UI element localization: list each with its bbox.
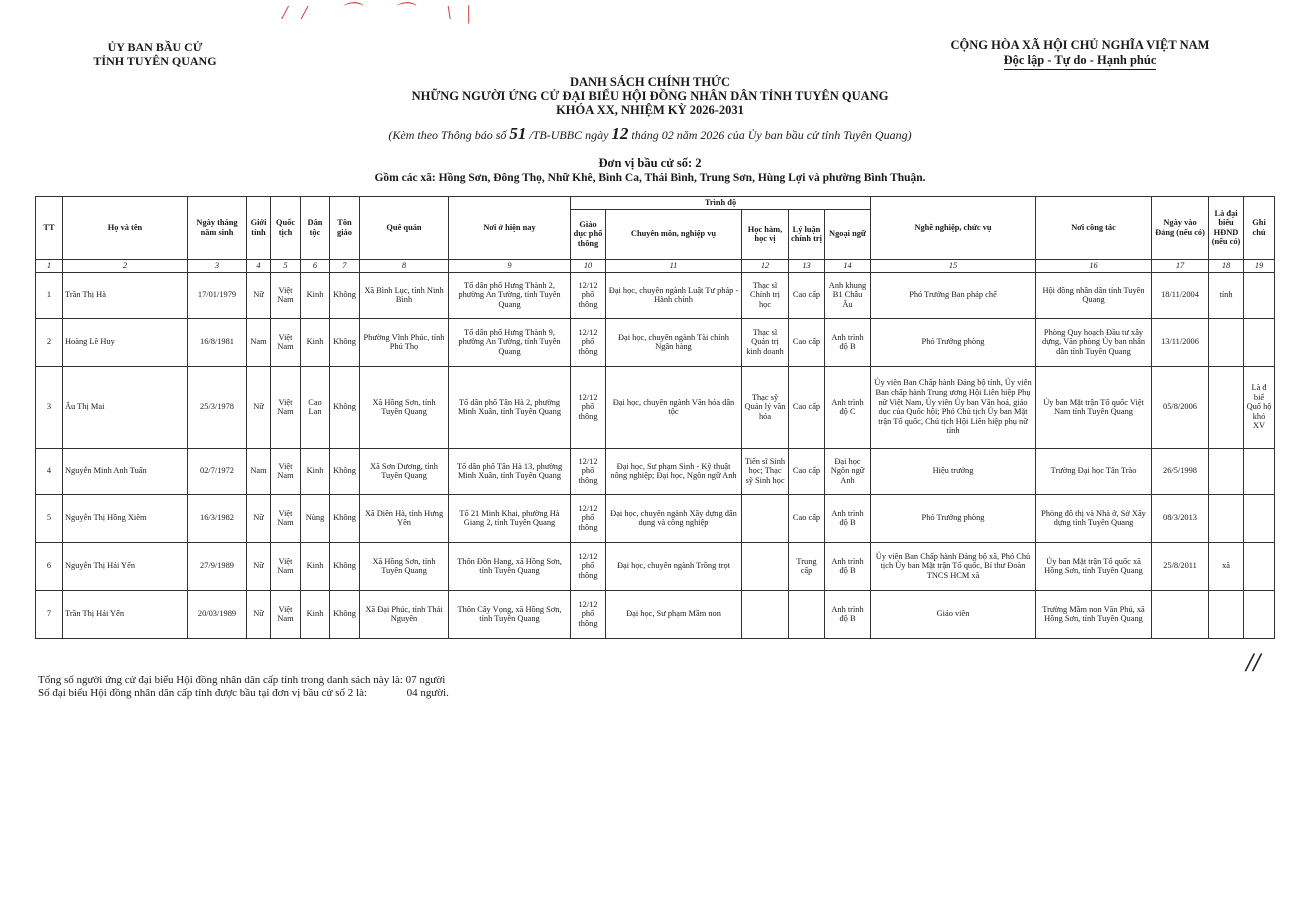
col-party-date: Ngày vào Đảng (nếu có) <box>1152 197 1209 260</box>
cell-religion: Không <box>330 590 360 638</box>
electoral-scope: Gồm các xã: Hồng Sơn, Đông Thọ, Nhữ Khê, Bình Ca, Thái Bình, Trung Sơn, Hùng Lợi và phường Bình Thuận. <box>374 172 926 184</box>
cell-residence: Tổ dân phố Hưng Thành 2, phường An Tường, tỉnh Tuyên Quang <box>449 272 571 318</box>
cell-religion: Không <box>330 272 360 318</box>
cell-tt: 1 <box>36 272 63 318</box>
authority-line-1: ỦY BAN BẦU CỬ <box>107 40 203 54</box>
cell-workplace: Ủy ban Mặt trận Tổ quốc Việt Nam tỉnh Tuyên Quang <box>1036 366 1152 448</box>
col-degree: Học hàm, học vị <box>742 209 789 259</box>
cell-occupation: Ủy viên Ban Chấp hành Đảng bộ tỉnh, Ủy viên Ban chấp hành Trung ương Hội Liên hiệp Phụ nữ Việt Nam, Ủy viên Ủy ban Văn hoá, giáo dục của Quốc hội; Phó Chủ tịch Ủy ban Mặt trận Tổ quốc, Chủ tịch Hội Liên hiệp phụ nữ tỉnh <box>871 366 1036 448</box>
cell-religion: Không <box>330 318 360 366</box>
cell-gender: Nam <box>247 318 271 366</box>
cell-dob: 27/9/1989 <box>188 542 247 590</box>
reference-number: 51 <box>509 124 527 143</box>
cell-general-edu: 12/12 phổ thông <box>571 494 606 542</box>
cell-party-date: 26/5/1998 <box>1152 448 1209 494</box>
cell-hometown: Xã Bình Lục, tỉnh Ninh Bình <box>360 272 449 318</box>
cell-party-date <box>1152 590 1209 638</box>
initials-signature: // <box>1246 648 1261 677</box>
cell-name: Nguyễn Thị Hải Yến <box>63 542 188 590</box>
title-line-3: KHÓA XX, NHIỆM KỲ 2026-2031 <box>556 103 744 117</box>
cell-residence: Thôn Đồn Hang, xã Hồng Sơn, tỉnh Tuyên Quang <box>449 542 571 590</box>
colnum: 10 <box>571 259 606 272</box>
cell-language: Anh trình độ B <box>825 494 871 542</box>
cell-gender: Nữ <box>247 494 271 542</box>
cell-note <box>1244 494 1275 542</box>
cell-name: Trần Thị Hải Yến <box>63 590 188 638</box>
cell-language: Anh trình độ B <box>825 542 871 590</box>
colnum: 9 <box>449 259 571 272</box>
cell-occupation: Phó Trưởng Ban pháp chế <box>871 272 1036 318</box>
cell-name: Nguyễn Minh Anh Tuấn <box>63 448 188 494</box>
cell-politics: Cao cấp <box>789 272 825 318</box>
colnum: 2 <box>63 259 188 272</box>
cell-language: Anh trình độ B <box>825 318 871 366</box>
table-row <box>36 494 1275 542</box>
issuing-authority <box>60 40 250 68</box>
stamp-fragment: // ⌒ ⌒ \| <box>282 2 486 24</box>
cell-hometown: Phường Vĩnh Phúc, tỉnh Phú Thọ <box>360 318 449 366</box>
cell-tt: 7 <box>36 590 63 638</box>
cell-occupation: Giáo viên <box>871 590 1036 638</box>
colnum: 6 <box>301 259 330 272</box>
country-name: CỘNG HÒA XÃ HỘI CHỦ NGHĨA VIỆT NAM <box>950 38 1210 52</box>
cell-ethnicity: Cao Lan <box>301 366 330 448</box>
cell-politics: Cao cấp <box>789 448 825 494</box>
cell-degree: Thạc sĩ Chính trị học <box>742 272 789 318</box>
cell-note <box>1244 318 1275 366</box>
cell-language: Anh khung B1 Châu Âu <box>825 272 871 318</box>
cell-gender: Nữ <box>247 542 271 590</box>
footer-summary <box>38 674 738 700</box>
footer-seats-label: Số đại biểu Hội đồng nhân dân cấp tỉnh được bầu tại đơn vị bầu cử số 2 là: <box>38 687 368 699</box>
cell-nationality: Việt Nam <box>271 318 301 366</box>
col-gender: Giới tính <box>247 197 271 260</box>
col-is-delegate: Là đại biểu HĐND (nếu có) <box>1209 197 1244 260</box>
reference-line <box>300 124 1000 144</box>
colnum: 19 <box>1244 259 1275 272</box>
col-workplace: Nơi công tác <box>1036 197 1152 260</box>
cell-specialty: Đại học, chuyên ngành Trồng trọt <box>606 542 742 590</box>
cell-is-delegate <box>1209 590 1244 638</box>
colnum: 13 <box>789 259 825 272</box>
cell-note <box>1244 542 1275 590</box>
cell-residence: Thôn Cây Vọng, xã Hồng Sơn, tỉnh Tuyên Quang <box>449 590 571 638</box>
colnum: 8 <box>360 259 449 272</box>
cell-politics: Cao cấp <box>789 494 825 542</box>
cell-workplace: Ủy ban Mặt trận Tổ quốc xã Hồng Sơn, tỉnh Tuyên Quang <box>1036 542 1152 590</box>
cell-gender: Nữ <box>247 272 271 318</box>
cell-specialty: Đại học, chuyên ngành Luật Tư pháp - Hành chính <box>606 272 742 318</box>
cell-occupation: Hiệu trưởng <box>871 448 1036 494</box>
cell-nationality: Việt Nam <box>271 590 301 638</box>
cell-tt: 3 <box>36 366 63 448</box>
cell-workplace: Phòng Quy hoạch Đầu tư xây dựng, Văn phòng Ủy ban nhân dân tỉnh Tuyên Quang <box>1036 318 1152 366</box>
cell-occupation: Ủy viên Ban Chấp hành Đảng bộ xã, Phó Chủ tịch Ủy ban Mặt trận Tổ quốc, Bí thư Đoàn TNCS HCM xã <box>871 542 1036 590</box>
colnum: 12 <box>742 259 789 272</box>
table-row <box>36 542 1275 590</box>
cell-politics: Cao cấp <box>789 318 825 366</box>
colnum: 14 <box>825 259 871 272</box>
colnum: 16 <box>1036 259 1152 272</box>
cell-specialty: Đại học, Sư phạm Mầm non <box>606 590 742 638</box>
cell-residence: Tổ dân phố Hưng Thành 9, phường An Tường, tỉnh Tuyên Quang <box>449 318 571 366</box>
cell-note: Là đ biể Quố hộ khó XV <box>1244 366 1275 448</box>
colnum: 15 <box>871 259 1036 272</box>
cell-degree <box>742 494 789 542</box>
colnum: 4 <box>247 259 271 272</box>
cell-workplace: Trường Đại học Tân Trào <box>1036 448 1152 494</box>
colnum: 7 <box>330 259 360 272</box>
cell-degree: Tiến sĩ Sinh học; Thạc sỹ Sinh học <box>742 448 789 494</box>
col-tt: TT <box>36 197 63 260</box>
cell-is-delegate <box>1209 318 1244 366</box>
cell-religion: Không <box>330 448 360 494</box>
cell-degree: Thạc sĩ Quản trị kinh doanh <box>742 318 789 366</box>
table-row <box>36 590 1275 638</box>
cell-name: Hoàng Lê Huy <box>63 318 188 366</box>
col-name: Họ và tên <box>63 197 188 260</box>
cell-note <box>1244 448 1275 494</box>
cell-dob: 16/3/1982 <box>188 494 247 542</box>
reference-prefix: (Kèm theo Thông báo số <box>388 128 510 142</box>
colnum: 3 <box>188 259 247 272</box>
cell-workplace: Hội đồng nhân dân tỉnh Tuyên Quang <box>1036 272 1152 318</box>
reference-day: 12 <box>611 124 629 143</box>
cell-tt: 5 <box>36 494 63 542</box>
cell-dob: 25/3/1978 <box>188 366 247 448</box>
cell-dob: 16/8/1981 <box>188 318 247 366</box>
col-language: Ngoại ngữ <box>825 209 871 259</box>
cell-nationality: Việt Nam <box>271 366 301 448</box>
reference-middle: /TB-UBBC ngày <box>526 128 612 142</box>
cell-residence: Tổ dân phố Tân Hà 2, phường Minh Xuân, tỉnh Tuyên Quang <box>449 366 571 448</box>
candidate-table <box>35 196 1275 639</box>
footer-seats <box>38 687 738 700</box>
cell-ethnicity: Kinh <box>301 272 330 318</box>
cell-is-delegate <box>1209 448 1244 494</box>
cell-general-edu: 12/12 phổ thông <box>571 590 606 638</box>
cell-gender: Nam <box>247 448 271 494</box>
cell-ethnicity: Kinh <box>301 448 330 494</box>
table-row <box>36 448 1275 494</box>
cell-nationality: Việt Nam <box>271 542 301 590</box>
cell-specialty: Đại học, Sư phạm Sinh - Kỹ thuật nông nghiệp; Đại học, Ngôn ngữ Anh <box>606 448 742 494</box>
cell-religion: Không <box>330 366 360 448</box>
col-occupation: Nghề nghiệp, chức vụ <box>871 197 1036 260</box>
cell-degree <box>742 590 789 638</box>
cell-general-edu: 12/12 phổ thông <box>571 448 606 494</box>
cell-party-date: 18/11/2004 <box>1152 272 1209 318</box>
title-line-1: DANH SÁCH CHÍNH THỨC <box>569 75 731 89</box>
cell-ethnicity: Kinh <box>301 318 330 366</box>
col-note: Ghi chú <box>1244 197 1275 260</box>
table-row <box>36 272 1275 318</box>
cell-residence: Tổ dân phố Tân Hà 13, phường Minh Xuân, tỉnh Tuyên Quang <box>449 448 571 494</box>
footer-total: Tổng số người ứng cử đại biểu Hội đồng nhân dân cấp tỉnh trong danh sách này là: 07 người <box>38 674 446 686</box>
motto-line: Độc lập - Tự do - Hạnh phúc <box>1004 53 1157 70</box>
cell-specialty: Đại học, chuyên ngành Văn hóa dân tộc <box>606 366 742 448</box>
col-ethnicity: Dân tộc <box>301 197 330 260</box>
colnum: 11 <box>606 259 742 272</box>
colnum: 1 <box>36 259 63 272</box>
cell-ethnicity: Nùng <box>301 494 330 542</box>
cell-politics <box>789 590 825 638</box>
cell-note <box>1244 272 1275 318</box>
reference-suffix: tháng 02 năm 2026 của Ủy ban bầu cử tỉnh Tuyên Quang) <box>628 128 912 142</box>
cell-specialty: Đại học, chuyên ngành Tài chính Ngân hàng <box>606 318 742 366</box>
cell-gender: Nữ <box>247 590 271 638</box>
cell-hometown: Xã Diên Hà, tỉnh Hưng Yên <box>360 494 449 542</box>
cell-tt: 4 <box>36 448 63 494</box>
cell-nationality: Việt Nam <box>271 272 301 318</box>
cell-degree <box>742 542 789 590</box>
cell-religion: Không <box>330 542 360 590</box>
cell-occupation: Phó Trưởng phòng <box>871 318 1036 366</box>
col-general-edu: Giáo dục phổ thông <box>571 209 606 259</box>
cell-tt: 2 <box>36 318 63 366</box>
cell-dob: 17/01/1979 <box>188 272 247 318</box>
cell-residence: Tổ 21 Minh Khai, phường Hà Giang 2, tỉnh Tuyên Quang <box>449 494 571 542</box>
cell-language: Đại học Ngôn ngữ Anh <box>825 448 871 494</box>
cell-hometown: Xã Hồng Sơn, tỉnh Tuyên Quang <box>360 542 449 590</box>
colnum: 5 <box>271 259 301 272</box>
cell-nationality: Việt Nam <box>271 448 301 494</box>
cell-general-edu: 12/12 phổ thông <box>571 542 606 590</box>
cell-hometown: Xã Hồng Sơn, tỉnh Tuyên Quang <box>360 366 449 448</box>
colnum: 17 <box>1152 259 1209 272</box>
table-row <box>36 366 1275 448</box>
cell-gender: Nữ <box>247 366 271 448</box>
cell-dob: 20/03/1989 <box>188 590 247 638</box>
cell-name: Nguyễn Thị Hồng Xiêm <box>63 494 188 542</box>
cell-hometown: Xã Sơn Dương, tỉnh Tuyên Quang <box>360 448 449 494</box>
cell-is-delegate: tỉnh <box>1209 272 1244 318</box>
column-number-row <box>36 259 1275 272</box>
cell-is-delegate <box>1209 494 1244 542</box>
cell-party-date: 08/3/2013 <box>1152 494 1209 542</box>
title-line-2: NHỮNG NGƯỜI ỨNG CỬ ĐẠI BIỂU HỘI ĐỒNG NHÂN DÂN TỈNH TUYÊN QUANG <box>411 89 889 103</box>
cell-general-edu: 12/12 phổ thông <box>571 366 606 448</box>
col-hometown: Quê quán <box>360 197 449 260</box>
table-row <box>36 318 1275 366</box>
cell-religion: Không <box>330 494 360 542</box>
cell-dob: 02/7/1972 <box>188 448 247 494</box>
cell-general-edu: 12/12 phổ thông <box>571 272 606 318</box>
col-residence: Nơi ở hiện nay <box>449 197 571 260</box>
cell-politics: Trung cấp <box>789 542 825 590</box>
cell-occupation: Phó Trưởng phòng <box>871 494 1036 542</box>
cell-tt: 6 <box>36 542 63 590</box>
cell-ethnicity: Kinh <box>301 542 330 590</box>
electoral-unit: Đơn vị bầu cử số: 2 <box>598 156 702 170</box>
cell-degree: Thạc sỹ Quản lý văn hóa <box>742 366 789 448</box>
col-politics: Lý luận chính trị <box>789 209 825 259</box>
cell-hometown: Xã Đại Phúc, tỉnh Thái Nguyên <box>360 590 449 638</box>
col-specialty: Chuyên môn, nghiệp vụ <box>606 209 742 259</box>
col-nationality: Quốc tịch <box>271 197 301 260</box>
col-dob: Ngày tháng năm sinh <box>188 197 247 260</box>
cell-language: Anh trình độ B <box>825 590 871 638</box>
cell-general-edu: 12/12 phổ thông <box>571 318 606 366</box>
cell-workplace: Trường Mầm non Văn Phú, xã Hồng Sơn, tỉnh Tuyên Quang <box>1036 590 1152 638</box>
cell-is-delegate: xã <box>1209 542 1244 590</box>
cell-nationality: Việt Nam <box>271 494 301 542</box>
cell-specialty: Đại học, chuyên ngành Xây dựng dân dụng và công nghiệp <box>606 494 742 542</box>
cell-ethnicity: Kinh <box>301 590 330 638</box>
cell-party-date: 25/8/2011 <box>1152 542 1209 590</box>
footer-seats-value: 04 người. <box>406 687 449 699</box>
cell-note <box>1244 590 1275 638</box>
colnum: 18 <box>1209 259 1244 272</box>
cell-name: Âu Thị Mai <box>63 366 188 448</box>
col-group-trinh-do: Trình độ <box>571 197 871 210</box>
cell-language: Anh trình độ C <box>825 366 871 448</box>
cell-workplace: Phòng đô thị và Nhà ở, Sở Xây dựng tỉnh Tuyên Quang <box>1036 494 1152 542</box>
cell-is-delegate <box>1209 366 1244 448</box>
authority-line-2: TỈNH TUYÊN QUANG <box>93 54 217 68</box>
cell-name: Trần Thị Hà <box>63 272 188 318</box>
national-motto <box>930 38 1230 70</box>
cell-party-date: 13/11/2006 <box>1152 318 1209 366</box>
cell-politics: Cao cấp <box>789 366 825 448</box>
col-religion: Tôn giáo <box>330 197 360 260</box>
cell-party-date: 05/8/2006 <box>1152 366 1209 448</box>
document-title <box>300 75 1000 117</box>
